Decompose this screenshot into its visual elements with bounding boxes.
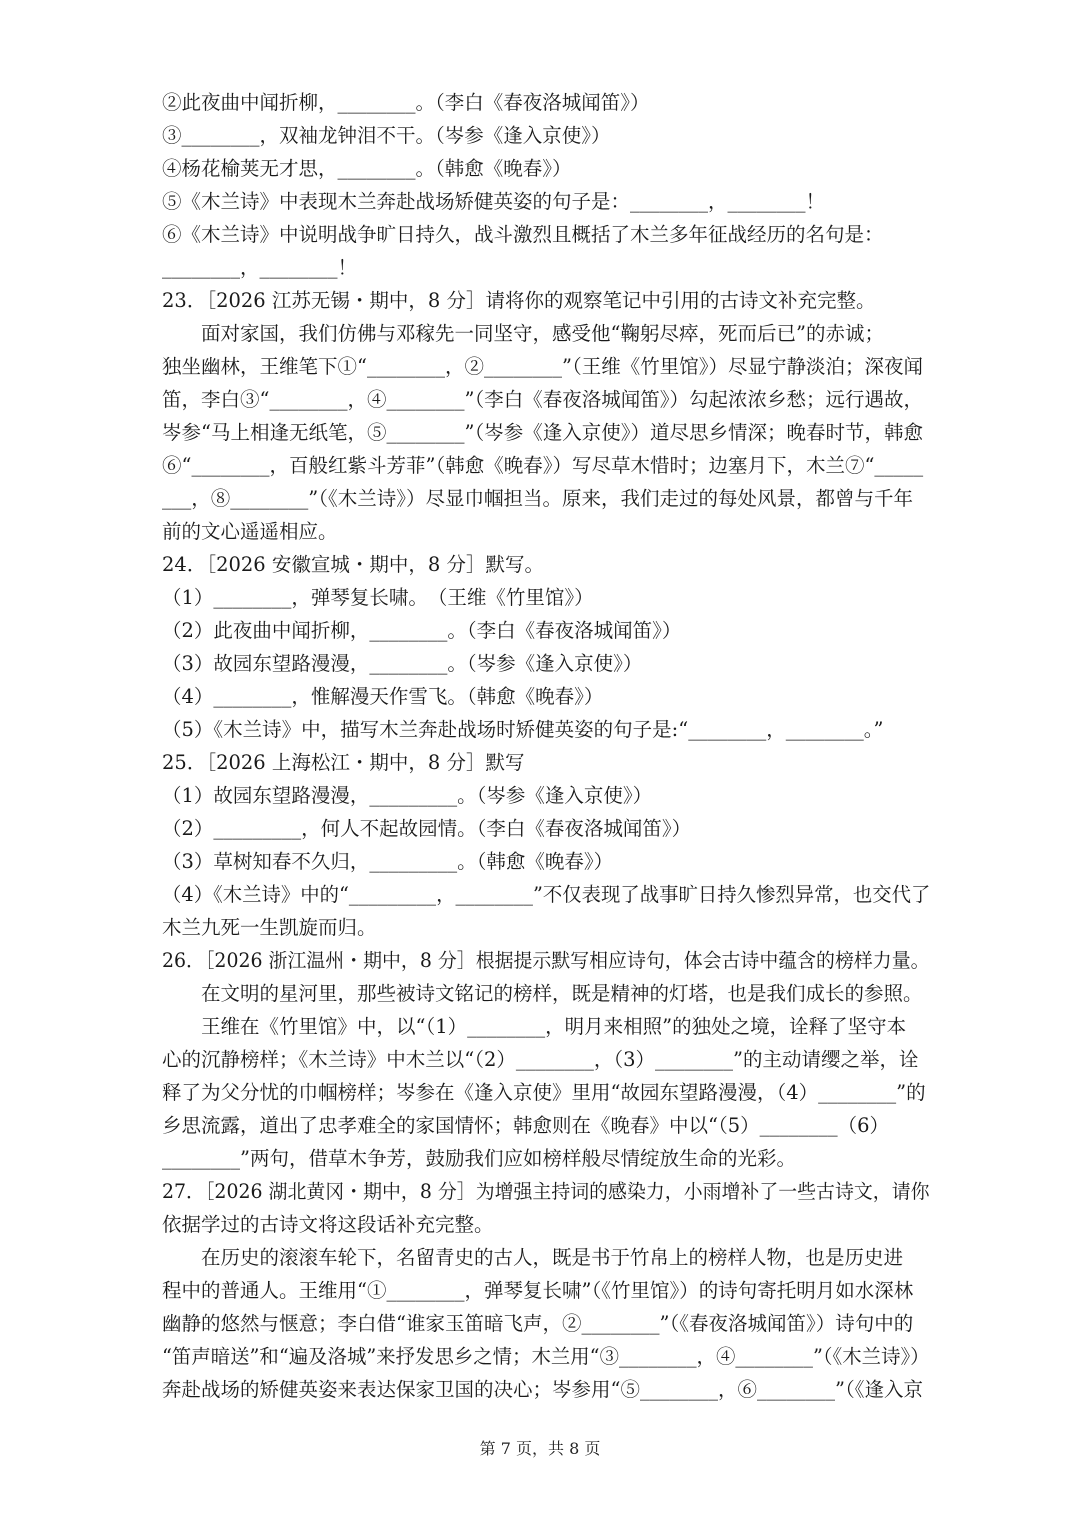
text-line: 在历史的滚滚车轮下，名留青史的古人，既是书于竹帛上的榜样人物，也是历史进 xyxy=(162,1246,904,1269)
text-line: ⑤《木兰诗》中表现木兰奔赴战场矫健英姿的句子是：________，________！ xyxy=(162,190,826,213)
text-line: ②此夜曲中闻折柳，________。（李白《春夜洛城闻笛》） xyxy=(162,91,650,114)
text-line: ___，⑧________”（《木兰诗》）尽显巾帼担当。原来，我们走过的每处风景，都曾与千年 xyxy=(162,487,913,510)
text-line: 王维在《竹里馆》中，以“（1）________，明月来相照”的独处之境，诠释了坚守本 xyxy=(162,1015,907,1038)
text-line: ⑥《木兰诗》中说明战争旷日持久，战斗激烈且概括了木兰多年征战经历的名句是： xyxy=(162,223,884,246)
text-line: 依据学过的古诗文将这段话补充完整。 xyxy=(162,1213,494,1236)
text-line: 前的文心遥遥相应。 xyxy=(162,520,338,543)
text-line: 乡思流露，道出了忠孝难全的家国情怀；韩愈则在《晚春》中以“（5）________（6） xyxy=(162,1114,890,1137)
text-line: 释了为父分忧的巾帼榜样；岑参在《逢入京使》里用“故园东望路漫漫，（4）________”的 xyxy=(162,1081,926,1104)
text-line: （4）《木兰诗》中的“_________，________”不仅表现了战事旷日持久惨烈异常，也交代了 xyxy=(162,883,931,906)
question-27-heading: 27．［2026 湖北黄冈・期中，8 分］为增强主持词的感染力，小雨增补了一些古诗文，请你 xyxy=(162,1180,930,1203)
text-line: 幽静的悠然与惬意；李白借“谁家玉笛暗飞声，②________”（《春夜洛城闻笛》）诗句中的 xyxy=(162,1312,914,1335)
text-line: （2）_________，何人不起故园情。（李白《春夜洛城闻笛》） xyxy=(162,817,692,840)
question-25-heading: 25．［2026 上海松江・期中，8 分］默写 xyxy=(162,751,525,774)
text-line: 心的沉静榜样；《木兰诗》中木兰以“（2）________，（3）________”的主动请缨之举，诠 xyxy=(162,1048,919,1071)
text-line: （4）________，惟解漫天作雪飞。（韩愈《晚春》） xyxy=(162,685,604,708)
question-26-heading: 26．［2026 浙江温州・期中，8 分］根据提示默写相应诗句，体会古诗中蕴含的榜样力量。 xyxy=(162,949,930,972)
text-line: 程中的普通人。王维用“①________，弹琴复长啸”（《竹里馆》）的诗句寄托明月如水深林 xyxy=(162,1279,914,1302)
text-line: 笛，李白③“________，④________”（李白《春夜洛城闻笛》）勾起浓浓乡愁；远行遇故， xyxy=(162,388,923,411)
text-line: ________，________！ xyxy=(162,256,358,279)
text-line: （2）此夜曲中闻折柳，________。（李白《春夜洛城闻笛》） xyxy=(162,619,682,642)
text-line: （5）《木兰诗》中，描写木兰奔赴战场时矫健英姿的句子是:“________，________。” xyxy=(162,718,884,741)
question-24-heading: 24．［2026 安徽宣城・期中，8 分］默写。 xyxy=(162,553,544,576)
text-line: 独坐幽林，王维笔下①“________，②________”（王维《竹里馆》）尽显宁静淡泊；深夜闻 xyxy=(162,355,923,378)
question-23-heading: 23．［2026 江苏无锡・期中，8 分］请将你的观察笔记中引用的古诗文补充完整。 xyxy=(162,289,876,312)
text-line: 奔赴战场的矫健英姿来表达保家卫国的决心；岑参用“⑤________，⑥________”（《逢入京 xyxy=(162,1378,923,1401)
text-line: （3）草树知春不久归，_________。（韩愈《晚春》） xyxy=(162,850,614,873)
text-line: 木兰九死一生凯旋而归。 xyxy=(162,916,377,939)
text-line: （3）故园东望路漫漫，________。（岑参《逢入京使》） xyxy=(162,652,643,675)
text-line: “笛声暗送”和“遍及洛城”来抒发思乡之情；木兰用“③________，④________”（《木兰诗》） xyxy=(162,1345,930,1368)
page-number-footer: 第 7 页，共 8 页 xyxy=(479,1439,601,1458)
text-line: ⑥“________，百般红紫斗芳菲”（韩愈《晚春》）写尽草木惜时；边塞月下，木兰⑦“_____ xyxy=(162,454,924,477)
text-line: 面对家国，我们仿佛与邓稼先一同坚守，感受他“鞠躬尽瘁，死而后已”的赤诚； xyxy=(162,322,884,345)
text-line: 在文明的星河里，那些被诗文铭记的榜样，既是精神的灯塔，也是我们成长的参照。 xyxy=(162,982,923,1005)
text-line: （1）故园东望路漫漫，_________。（岑参《逢入京使》） xyxy=(162,784,653,807)
text-line: ③________，双袖龙钟泪不干。（岑参《逢入京使》） xyxy=(162,124,611,147)
text-line: （1）________，弹琴复长啸。 （王维《竹里馆》） xyxy=(162,586,594,609)
text-line: 岑参“马上相逢无纸笔，⑤________”（岑参《逢入京使》）道尽思乡情深；晚春时节，韩愈 xyxy=(162,421,923,444)
text-line: ________”两句，借草木争芳，鼓励我们应如榜样般尽情绽放生命的光彩。 xyxy=(162,1147,796,1170)
text-line: ④杨花榆荚无才思，________。（韩愈《晚春》） xyxy=(162,157,572,180)
